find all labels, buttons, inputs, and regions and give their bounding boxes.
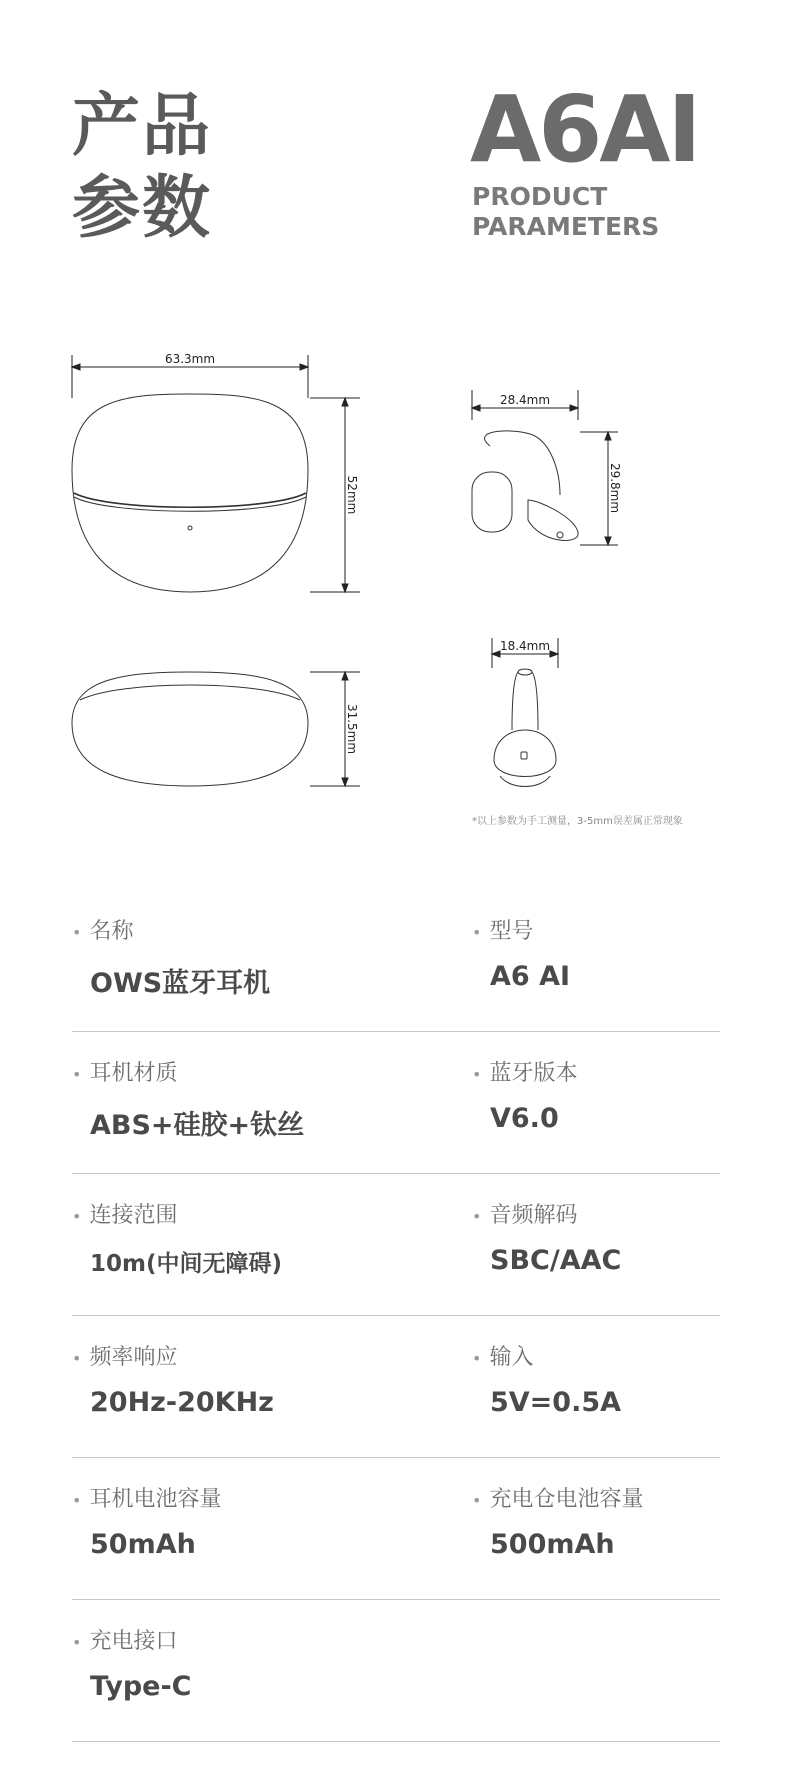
dimension-drawings <box>0 330 790 810</box>
spec-value: OWS蓝牙耳机 <box>90 968 271 999</box>
earbud-front-drawing <box>494 669 556 787</box>
spec-label: • 蓝牙版本 <box>472 1056 577 1087</box>
page-title-line-1: 产品 <box>72 87 213 166</box>
case-height-label: 52mm <box>345 475 359 515</box>
spec-value: Type-C <box>90 1671 192 1702</box>
earbud-width-label: 28.4mm <box>499 393 551 407</box>
page-title-line-2: 参数 <box>72 169 213 248</box>
spec-value: 500mAh <box>490 1529 615 1560</box>
subtitle-line-1: PRODUCT <box>472 182 608 211</box>
spec-label: • 型号 <box>472 914 533 945</box>
english-subtitle <box>472 182 659 242</box>
spec-table <box>72 890 720 1742</box>
spec-value: 20Hz-20KHz <box>90 1387 274 1418</box>
earbud-depth-label: 18.4mm <box>499 639 551 653</box>
spec-value: ABS+硅胶+钛丝 <box>90 1110 305 1141</box>
earbud-height-label: 29.8mm <box>608 462 622 514</box>
spec-row <box>72 1316 720 1458</box>
spec-row <box>72 1174 720 1316</box>
spec-label: • 充电仓电池容量 <box>472 1482 643 1513</box>
spec-label: • 名称 <box>72 914 133 945</box>
spec-value: V6.0 <box>490 1103 559 1134</box>
spec-label: • 耳机电池容量 <box>72 1482 221 1513</box>
spec-label: • 输入 <box>472 1340 533 1371</box>
spec-row <box>72 1458 720 1600</box>
spec-value: SBC/AAC <box>490 1245 622 1276</box>
spec-value: 50mAh <box>90 1529 196 1560</box>
spec-label: • 耳机材质 <box>72 1056 177 1087</box>
measurement-note: *以上参数为手工测量，3-5mm误差属正常现象 <box>472 816 683 827</box>
spec-label: • 连接范围 <box>72 1198 177 1229</box>
spec-row <box>72 1032 720 1174</box>
spec-value: 5V=0.5A <box>490 1387 622 1418</box>
case-top-drawing <box>72 672 308 786</box>
earbud-side-drawing <box>472 431 578 541</box>
case-width-label: 63.3mm <box>164 352 216 366</box>
subtitle-line-2: PARAMETERS <box>472 212 660 241</box>
spec-row <box>72 1600 720 1742</box>
spec-label: • 充电接口 <box>72 1624 177 1655</box>
spec-row <box>72 890 720 1032</box>
case-depth-label: 31.5mm <box>345 703 359 755</box>
spec-label: • 频率响应 <box>72 1340 177 1371</box>
case-front-drawing <box>72 394 308 592</box>
page-title <box>72 86 212 250</box>
spec-value: A6 AI <box>490 961 571 992</box>
spec-value: 10m(中间无障碍) <box>90 1251 282 1277</box>
spec-label: • 音频解码 <box>472 1198 577 1229</box>
model-name: A6AI <box>470 76 699 183</box>
